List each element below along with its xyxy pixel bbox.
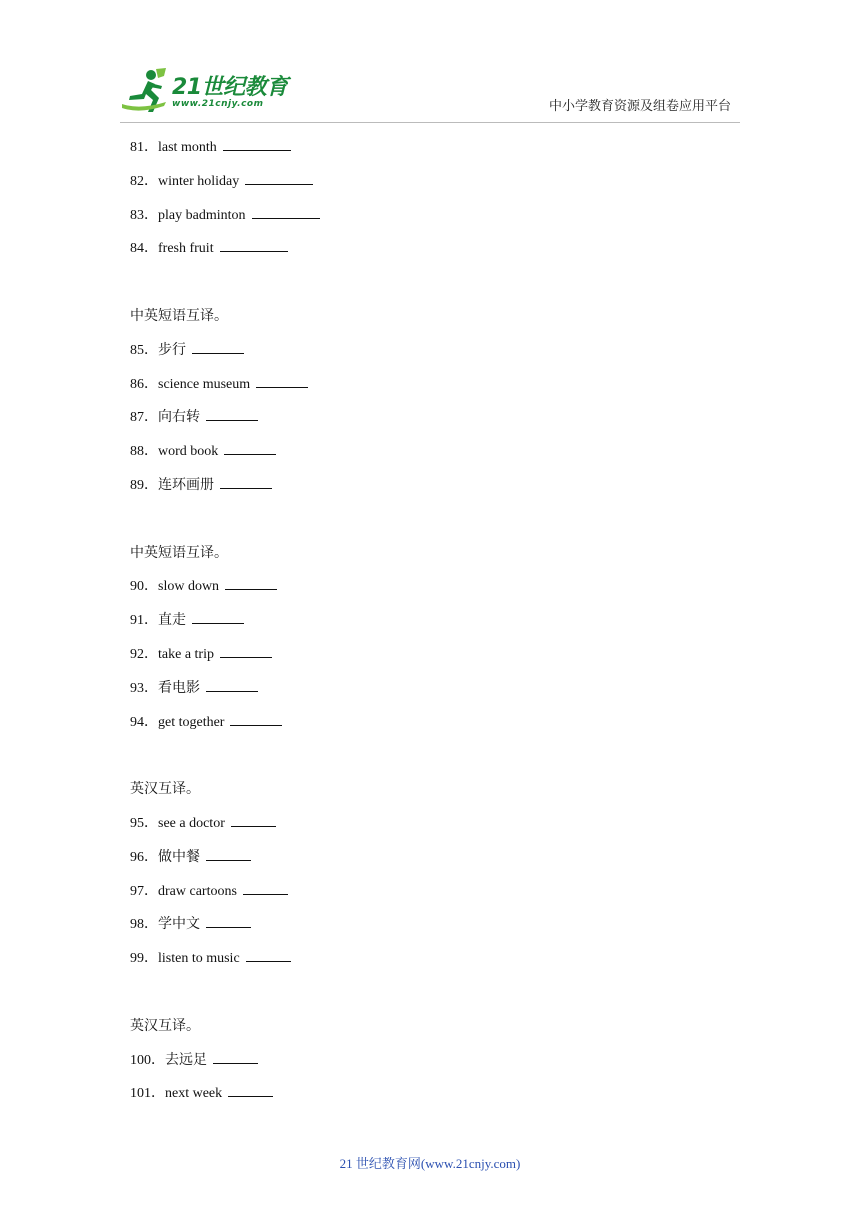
spacer (130, 271, 730, 305)
question-group-b (130, 305, 730, 508)
question-text: next week (165, 1086, 223, 1102)
question-text: 步行 (158, 342, 186, 358)
section-title: 英汉互译。 (130, 1017, 200, 1034)
answer-blank[interactable] (246, 947, 291, 962)
question-item: 90．slow down (130, 575, 730, 609)
question-text: 学中文 (158, 917, 200, 933)
answer-blank[interactable] (220, 474, 272, 489)
answer-blank[interactable] (228, 1082, 273, 1097)
question-item: 87．向右转 (130, 406, 730, 440)
answer-blank[interactable] (192, 339, 244, 354)
question-group-e (130, 1015, 730, 1116)
question-item: 96．做中餐 (130, 846, 730, 880)
question-text: 去远足 (165, 1052, 207, 1068)
section-title: 中英短语互译。 (130, 544, 228, 561)
answer-blank[interactable] (206, 406, 258, 421)
question-text: 向右转 (158, 410, 200, 426)
question-text: see a doctor (158, 815, 225, 831)
answer-blank[interactable] (192, 609, 244, 624)
question-item: 92．take a trip (130, 643, 730, 677)
question-text: science museum (158, 376, 251, 392)
question-text: fresh fruit (158, 241, 214, 257)
question-group-c (130, 542, 730, 745)
page-header (0, 0, 860, 128)
question-text: listen to music (158, 951, 240, 967)
answer-blank[interactable] (223, 136, 291, 151)
question-item: 99．listen to music (130, 947, 730, 981)
question-text: draw cartoons (158, 883, 237, 899)
question-item: 91．直走 (130, 609, 730, 643)
question-item: 83．play badminton (130, 204, 730, 238)
answer-blank[interactable] (213, 1049, 258, 1064)
question-item: 85．步行 (130, 339, 730, 373)
question-item: 101．next week (130, 1082, 730, 1116)
answer-blank[interactable] (220, 237, 288, 252)
spacer (130, 981, 730, 1015)
page-footer: 21 世纪教育网(www.21cnjy.com) (339, 1156, 521, 1171)
answer-blank[interactable] (206, 846, 251, 861)
runner-logo-icon (120, 66, 172, 116)
spacer (130, 744, 730, 778)
logo-wordmark: 21世纪教育 (172, 75, 288, 100)
question-text: get together (158, 714, 225, 730)
answer-blank[interactable] (231, 812, 276, 827)
question-item: 95．see a doctor (130, 812, 730, 846)
answer-blank[interactable] (245, 170, 313, 185)
question-item: 100．去远足 (130, 1049, 730, 1083)
question-item: 81．last month (130, 136, 730, 170)
question-item: 88．word book (130, 440, 730, 474)
answer-blank[interactable] (256, 373, 308, 388)
question-group-a (130, 136, 730, 271)
question-item: 98．学中文 (130, 913, 730, 947)
question-text: take a trip (158, 646, 214, 662)
exercise-content (130, 136, 730, 1116)
answer-blank[interactable] (230, 711, 282, 726)
section-title: 中英短语互译。 (130, 307, 228, 324)
section-title: 英汉互译。 (130, 781, 200, 798)
question-text: word book (158, 444, 219, 460)
answer-blank[interactable] (206, 913, 251, 928)
logo (120, 64, 300, 120)
question-item: 89．连环画册 (130, 474, 730, 508)
question-item: 86．science museum (130, 373, 730, 407)
question-item: 94．get together (130, 711, 730, 745)
question-text: last month (158, 140, 217, 155)
question-text: 直走 (158, 613, 186, 629)
question-text: play badminton (158, 207, 246, 223)
question-text: winter holiday (158, 173, 240, 189)
answer-blank[interactable] (225, 575, 277, 590)
header-tagline: 中小学教育资源及组卷应用平台 (549, 99, 732, 114)
answer-blank[interactable] (243, 880, 288, 895)
answer-blank[interactable] (220, 643, 272, 658)
question-item: 82．winter holiday (130, 170, 730, 204)
question-text: 看电影 (158, 680, 200, 696)
question-item: 84．fresh fruit (130, 237, 730, 271)
logo-url: www.21cnjy.com (172, 99, 264, 109)
question-group-d (130, 778, 730, 981)
question-item: 93．看电影 (130, 677, 730, 711)
question-item: 97．draw cartoons (130, 880, 730, 914)
spacer (130, 508, 730, 542)
question-text: 连环画册 (158, 477, 214, 493)
answer-blank[interactable] (252, 204, 320, 219)
answer-blank[interactable] (206, 677, 258, 692)
header-divider (120, 122, 740, 123)
question-text: slow down (158, 579, 220, 595)
question-text: 做中餐 (158, 849, 200, 865)
answer-blank[interactable] (224, 440, 276, 455)
